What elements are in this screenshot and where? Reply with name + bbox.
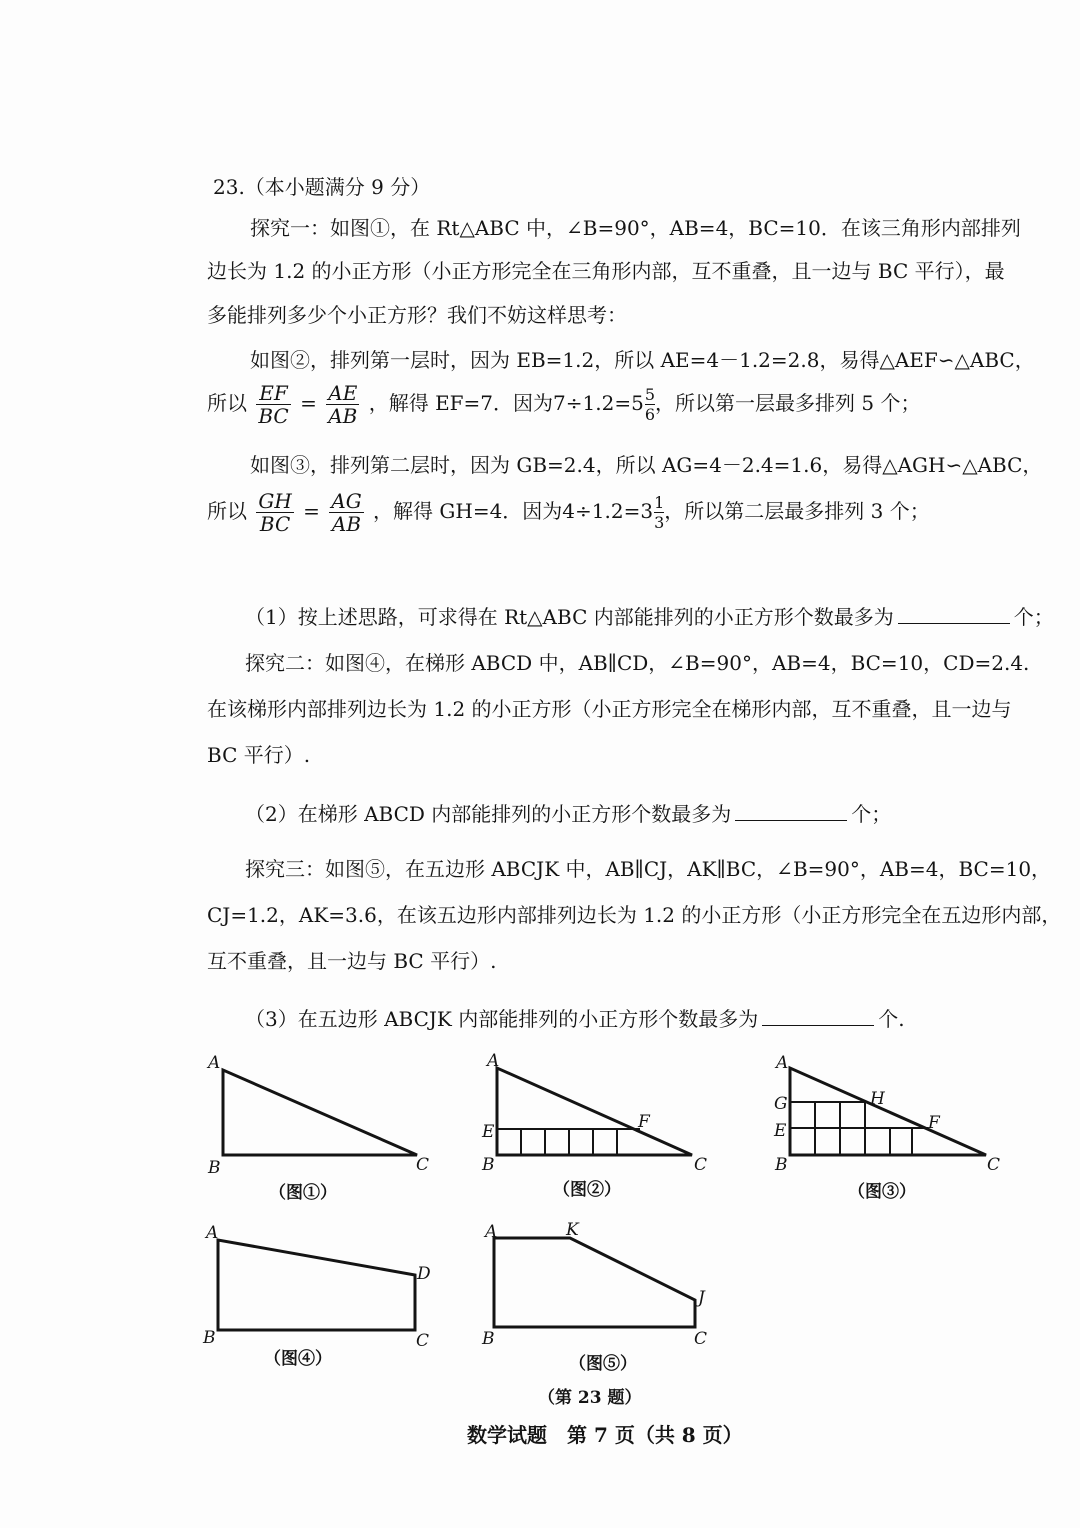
fig3-squares (790, 1102, 928, 1155)
layer2-mid: ，解得 GH=4．因为4÷1.2=3 (373, 499, 654, 523)
mixed-fraction-5-6: $\frac{5}{6}$ (644, 385, 655, 424)
fig3-label-a: A (776, 1053, 789, 1073)
layer2-equation-line (207, 490, 930, 535)
fig3-label-c: C (987, 1155, 1001, 1175)
fig3-label-b: B (775, 1155, 788, 1175)
fig1-label-b: B (208, 1158, 221, 1178)
fraction-ae-ab: $\frac{AE}{AB}$ (328, 381, 358, 428)
layer2-prefix: 所以 (207, 499, 247, 523)
fig2-caption: （图②） (553, 1180, 621, 1200)
problem-header: 23.（本小题满分 9 分） (213, 175, 431, 199)
question-1 (245, 603, 1054, 630)
explore2-line1: 探究二：如图④，在梯形 ABCD 中，AB∥CD，∠B=90°，AB=4，BC=10，CD=2.4. (245, 651, 1030, 675)
explore3-line1: 探究三：如图⑤，在五边形 ABCJK 中，AB∥CJ，AK∥BC，∠B=90°，AB=4，BC=10， (245, 857, 1052, 881)
fig4-trapezoid (218, 1240, 415, 1330)
page-footer: 数学试题 第 7 页（共 8 页） (467, 1423, 743, 1447)
answer-blank-2[interactable] (735, 800, 847, 821)
layer1-equation-line (207, 382, 920, 427)
fig2-label-f: F (638, 1112, 650, 1132)
fig4-label-b: B (203, 1328, 216, 1348)
fraction-ef-bc: $\frac{EF}{BC}$ (258, 381, 289, 428)
explore3-line2: CJ=1.2，AK=3.6，在该五边形内部排列边长为 1.2 的小正方形（小正方形完全在五边形内部， (207, 903, 1062, 927)
fig1-label-a: A (208, 1053, 221, 1073)
fig5-label-b: B (482, 1329, 495, 1349)
fig2-label-c: C (694, 1155, 708, 1175)
explore1-line2: 边长为 1.2 的小正方形（小正方形完全在三角形内部，互不重叠，且一边与 BC 平行），最 (207, 259, 1005, 283)
layer1-end: ，所以第一层最多排列 5 个； (655, 391, 921, 415)
group-caption: （第 23 题） (538, 1388, 642, 1408)
fig1-caption: （图①） (269, 1183, 337, 1203)
fig4-label-a: A (206, 1223, 219, 1243)
fig2-label-b: B (482, 1155, 495, 1175)
fig3-label-f: F (928, 1113, 940, 1133)
fig3-caption: （图③） (848, 1182, 916, 1202)
question-3 (245, 1005, 905, 1032)
question-2-text: （2）在梯形 ABCD 内部能排列的小正方形个数最多为 (245, 802, 732, 826)
explore3-line3: 互不重叠，且一边与 BC 平行）. (207, 949, 497, 973)
fig4-caption: （图④） (264, 1349, 332, 1369)
fraction-gh-bc: $\frac{GH}{BC}$ (258, 489, 292, 536)
explore2-line3: BC 平行）. (207, 743, 311, 767)
question-1-unit: 个； (1013, 605, 1054, 629)
fig2-squares (497, 1129, 640, 1155)
answer-blank-1[interactable] (898, 603, 1010, 624)
fig2-triangle (497, 1068, 692, 1155)
equals-sign: = (300, 391, 317, 415)
question-2 (245, 800, 891, 827)
fig5-label-k: K (566, 1220, 579, 1240)
fig5-caption: （图⑤） (569, 1354, 637, 1374)
fraction-ag-ab: $\frac{AG}{AB}$ (331, 489, 362, 536)
explore1-line1: 探究一：如图①，在 Rt△ABC 中，∠B=90°，AB=4，BC=10．在该三角形内部排列 (250, 216, 1021, 240)
fig4-label-d: D (417, 1264, 431, 1284)
layer1-line1: 如图②，排列第一层时，因为 EB=1.2，所以 AE=4－1.2=2.8，易得△AEF∽△ABC， (250, 348, 1035, 372)
fig3-label-h: H (870, 1089, 885, 1109)
mixed-fraction-1-3: $\frac{1}{3}$ (654, 493, 665, 532)
answer-blank-3[interactable] (762, 1005, 874, 1026)
layer2-line1: 如图③，排列第二层时，因为 GB=2.4，所以 AG=4－2.4=1.6，易得△AGH∽△ABC， (250, 453, 1043, 477)
explore2-line2: 在该梯形内部排列边长为 1.2 的小正方形（小正方形完全在梯形内部，互不重叠，且一边与 (207, 697, 1012, 721)
fig5-label-a: A (485, 1222, 498, 1242)
fig1-triangle (223, 1070, 417, 1155)
layer1-mid: ，解得 EF=7．因为7÷1.2=5 (368, 391, 644, 415)
explore1-line3: 多能排列多少个小正方形？我们不妨这样思考： (207, 303, 627, 327)
fig3-triangle (790, 1068, 986, 1155)
equals-sign: = (303, 499, 320, 523)
question-1-text: （1）按上述思路，可求得在 Rt△ABC 内部能排列的小正方形个数最多为 (245, 605, 894, 629)
layer2-end: ，所以第二层最多排列 3 个； (664, 499, 930, 523)
fig2-label-e: E (482, 1122, 495, 1142)
fig5-pentagon (494, 1238, 695, 1327)
layer1-prefix: 所以 (207, 391, 247, 415)
fig4-label-c: C (416, 1331, 430, 1351)
fig3-label-g: G (774, 1094, 788, 1114)
fig2-label-a: A (487, 1051, 500, 1071)
question-2-unit: 个； (851, 802, 892, 826)
fig5-label-c: C (694, 1329, 708, 1349)
fig1-label-c: C (416, 1155, 430, 1175)
fig3-label-e: E (774, 1121, 787, 1141)
fig5-label-j: J (698, 1288, 705, 1308)
question-3-unit: 个. (878, 1007, 905, 1031)
question-3-text: （3）在五边形 ABCJK 内部能排列的小正方形个数最多为 (245, 1007, 759, 1031)
